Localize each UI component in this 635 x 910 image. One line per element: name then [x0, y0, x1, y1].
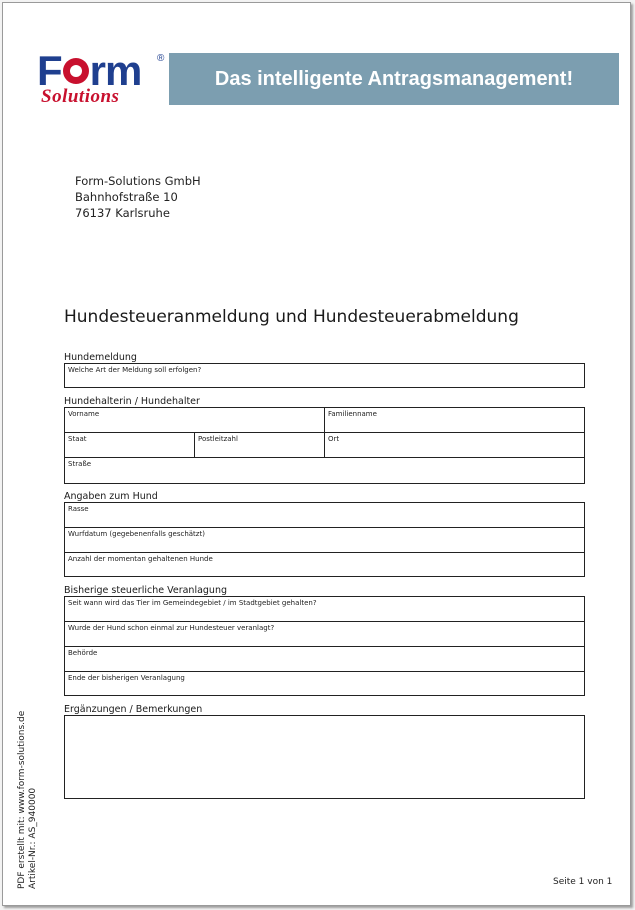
field-label: Welche Art der Meldung soll erfolgen?	[68, 366, 202, 374]
form-row	[65, 553, 584, 576]
gehalten-seit-field[interactable]	[65, 597, 584, 621]
field-label: Vorname	[68, 410, 100, 418]
field-label: Behörde	[68, 649, 98, 657]
form-row	[65, 672, 584, 695]
address-company: Form-Solutions GmbH	[75, 174, 201, 188]
section-hundehalter	[64, 407, 585, 484]
field-label: Straße	[68, 460, 92, 468]
field-label: Familienname	[328, 410, 377, 418]
field-label: Seit wann wird das Tier im Gemeindegebiet / im Stadtgebiet gehalten?	[68, 599, 317, 607]
form-solutions-logo	[37, 47, 167, 109]
form-row	[65, 503, 584, 528]
familienname-field[interactable]	[325, 408, 584, 432]
field-label: Staat	[68, 435, 87, 443]
section-title-hund: Angaben zum Hund	[64, 491, 158, 502]
field-label: Anzahl der momentan gehaltenen Hunde	[68, 555, 213, 563]
bereits-veranlagt-field[interactable]	[65, 622, 584, 646]
form-row	[65, 528, 584, 553]
bemerkungen-field[interactable]	[64, 715, 585, 799]
section-veranlagung	[64, 596, 585, 696]
field-label: Rasse	[68, 505, 89, 513]
form-row	[65, 597, 584, 622]
logo-registered-mark: ®	[157, 53, 165, 64]
strasse-field[interactable]	[65, 458, 584, 483]
form-row	[65, 364, 584, 387]
artikel-nummer: Artikel-Nr.: AS_940000	[28, 787, 38, 889]
section-hundemeldung	[64, 363, 585, 388]
section-hund	[64, 502, 585, 577]
postleitzahl-field[interactable]	[195, 433, 325, 457]
address-street: Bahnhofstraße 10	[75, 190, 178, 204]
logo-solutions-text: Solutions	[41, 86, 120, 107]
form-row	[65, 622, 584, 647]
pdf-created-with: PDF erstellt mit: www.form-solutions.de	[17, 710, 27, 889]
document-title: Hundesteueranmeldung und Hundesteuerabmeldung	[64, 307, 519, 327]
field-label: Wurde der Hund schon einmal zur Hundesteuer veranlagt?	[68, 624, 275, 632]
rasse-field[interactable]	[65, 503, 584, 527]
sender-address	[75, 173, 201, 221]
staat-field[interactable]	[65, 433, 195, 457]
wurfdatum-field[interactable]	[65, 528, 584, 552]
ort-field[interactable]	[325, 433, 584, 457]
field-label: Wurfdatum (gegebenenfalls geschätzt)	[68, 530, 205, 538]
section-title-hundemeldung: Hundemeldung	[64, 352, 137, 363]
vorname-field[interactable]	[65, 408, 325, 432]
header-banner: Das intelligente Antragsmanagement!	[169, 53, 619, 105]
meldung-art-field[interactable]	[65, 364, 584, 387]
section-title-veranlagung: Bisherige steuerliche Veranlagung	[64, 585, 228, 596]
form-row	[65, 647, 584, 672]
section-title-bemerkungen: Ergänzungen / Bemerkungen	[64, 704, 203, 715]
address-city: 76137 Karlsruhe	[75, 206, 170, 220]
form-row	[65, 408, 584, 433]
field-label: Ende der bisherigen Veranlagung	[68, 674, 185, 682]
logo-wordmark: F rm	[37, 47, 142, 94]
document-page	[2, 2, 631, 906]
field-label: Ort	[328, 435, 340, 443]
behoerde-field[interactable]	[65, 647, 584, 671]
anzahl-hunde-field[interactable]	[65, 553, 584, 576]
ende-veranlagung-field[interactable]	[65, 672, 584, 695]
logo-o-mark	[63, 58, 89, 84]
page-number: Seite 1 von 1	[553, 877, 613, 887]
form-row	[65, 433, 584, 458]
pdf-creator-note	[17, 711, 39, 889]
field-label: Postleitzahl	[198, 435, 238, 443]
section-title-hundehalter: Hundehalterin / Hundehalter	[64, 396, 200, 407]
form-row	[65, 458, 584, 483]
